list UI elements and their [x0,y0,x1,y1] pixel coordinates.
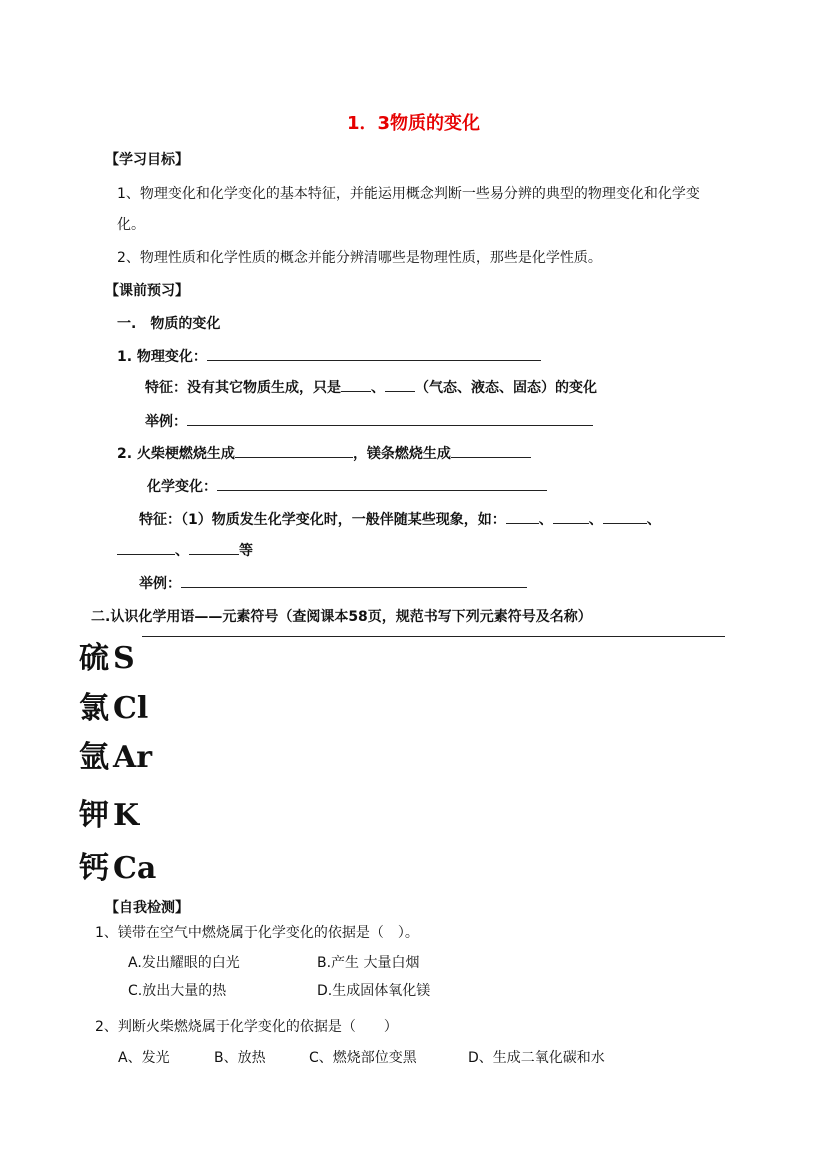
physical-feature-blank-1[interactable] [341,377,371,392]
goal-2: 2、物理性质和化学性质的概念并能分辨清哪些是物理性质，那些是化学性质。 [117,250,602,266]
separator: 、 [588,512,603,528]
q2-option-b[interactable]: B、放热 [214,1050,266,1066]
section-preview: 【课前预习】 [105,283,189,299]
element-symbol: Ca [113,851,157,886]
phenomenon-blank-3[interactable] [603,509,647,524]
element-symbol: Ar [113,740,153,775]
magnesium-product-blank[interactable] [451,443,531,458]
q2-option-c[interactable]: C、燃烧部位变黑 [309,1050,417,1066]
physical-feature-text-a: 特征：没有其它物质生成，只是 [145,380,341,396]
separator: 、 [538,512,553,528]
question-1: 1、镁带在空气中燃烧属于化学变化的依据是（ ）。 [95,925,419,941]
element-calcium [79,843,156,887]
element-name: 钙 [79,851,109,886]
q1-option-d[interactable]: D.生成固体氧化镁 [317,983,431,999]
element-name: 氩 [79,740,109,775]
element-name: 钾 [79,798,109,833]
chemical-feature-row-2 [117,540,253,560]
match-text: 2. 火柴梗燃烧生成 [117,446,235,462]
part-2-heading: 二.认识化学用语——元素符号（查阅课本58页，规范书写下列元素符号及名称） [91,609,592,625]
deng-text: 等 [239,543,253,559]
chemical-change-label: 化学变化： [147,479,217,495]
magnesium-text: ，镁条燃烧生成 [352,446,451,462]
goal-1-line-1: 1、物理变化和化学变化的基本特征，并能运用概念判断一些易分辨的典型的物理变化和化学变 [117,186,700,202]
physical-change-label: 1. 物理变化： [117,349,207,365]
match-product-blank[interactable] [235,443,353,458]
question-2: 2、判断火柴燃烧属于化学变化的依据是（ ） [95,1019,398,1035]
phenomenon-blank-2[interactable] [553,509,589,524]
element-symbol: K [113,798,140,833]
q2-option-d[interactable]: D、生成二氧化碳和水 [468,1050,605,1066]
element-symbol: S [113,641,135,676]
chemical-example-row [139,573,527,593]
q1-option-c[interactable]: C.放出大量的热 [128,983,227,999]
phenomenon-blank-4[interactable] [117,540,175,555]
chemical-change-row [147,476,547,496]
phenomenon-blank-5[interactable] [189,540,239,555]
q1-option-b[interactable]: B.产生 大量白烟 [317,955,420,971]
page-title: 1．3物质的变化 [346,113,481,134]
physical-feature-row [145,377,597,397]
separator: 、 [646,512,661,528]
physical-feature-text-b: （气态、液态、固态）的变化 [415,380,597,396]
element-argon [79,732,152,776]
chemical-example-blank[interactable] [181,573,527,588]
phenomenon-blank-1[interactable] [506,509,539,524]
q1-option-a[interactable]: A.发出耀眼的白光 [128,955,240,971]
example-label: 举例： [139,576,181,592]
physical-feature-blank-2[interactable] [385,377,415,392]
section-learning-goals: 【学习目标】 [105,152,189,168]
goal-1-line-2: 化。 [117,217,145,233]
separator: 、 [175,543,189,559]
element-sulfur [79,633,135,677]
element-name: 硫 [79,641,109,676]
element-writing-line[interactable] [142,636,725,637]
chemical-feature-text: 特征：（1）物质发生化学变化时，一般伴随某些现象，如： [139,512,506,528]
part-1-heading: 一. 物质的变化 [117,316,221,332]
element-symbol: Cl [113,691,149,726]
physical-example-row [145,411,593,431]
chemical-change-blank[interactable] [217,476,547,491]
physical-example-blank[interactable] [187,411,593,426]
separator: 、 [371,380,385,396]
q2-option-a[interactable]: A、发光 [118,1050,170,1066]
element-potassium [79,790,139,834]
combustion-row [117,443,531,463]
example-label: 举例： [145,414,187,430]
physical-change-blank[interactable] [207,346,541,361]
section-self-check: 【自我检测】 [105,900,189,916]
element-name: 氯 [79,691,109,726]
chemical-feature-row [139,509,661,529]
physical-change-row [117,346,541,366]
element-chlorine [79,683,148,727]
